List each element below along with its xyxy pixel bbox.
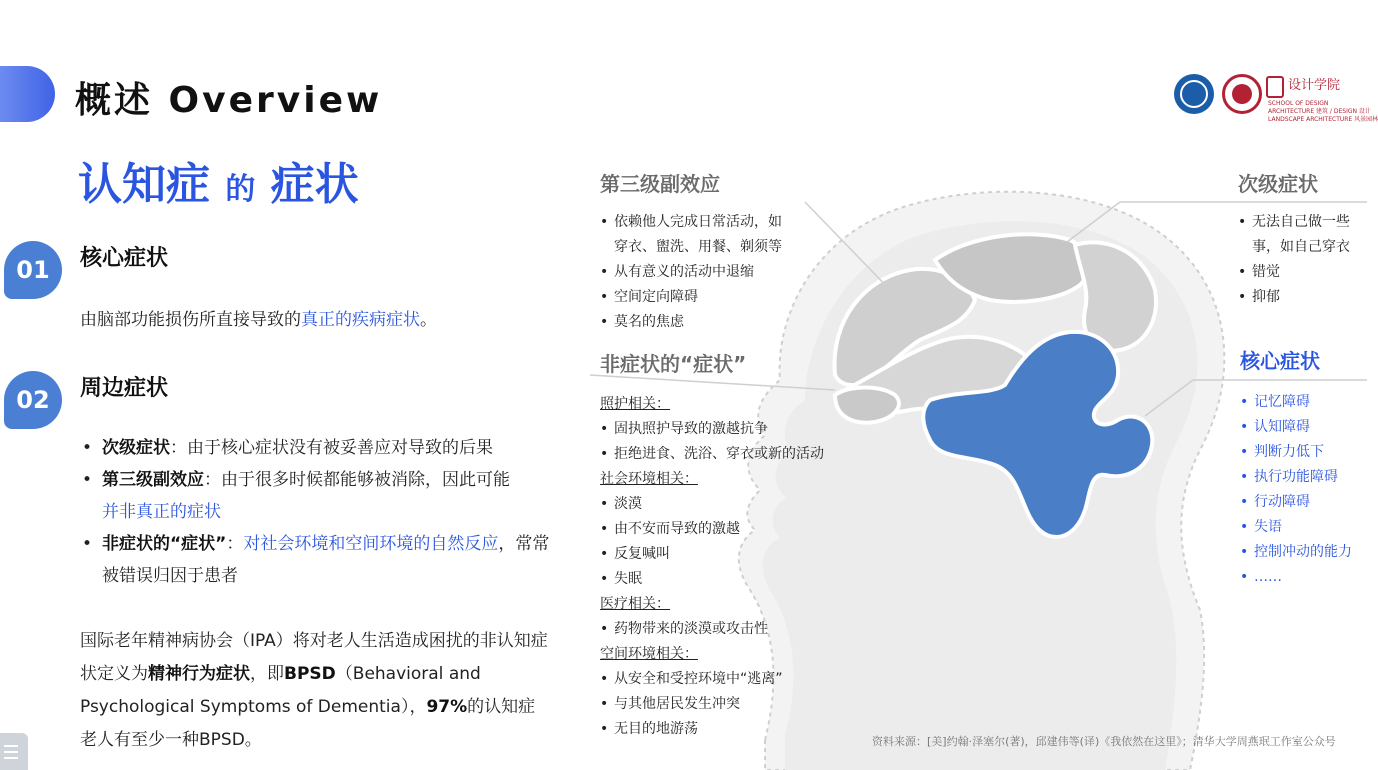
category-label: 照护相关：	[600, 396, 670, 412]
tertiary-effects-list	[600, 210, 782, 335]
list-item: • 认知障碍	[1240, 415, 1352, 440]
list-item: • 执行功能障碍	[1240, 465, 1352, 490]
list-item: • 控制冲动的能力	[1240, 540, 1352, 565]
list-item: • 无目的地游荡	[600, 717, 824, 742]
list-item: • 莫名的焦虑	[600, 310, 782, 335]
list-item: • 次级症状：由于核心症状没有被妥善应对导致的后果	[80, 432, 555, 464]
section-heading-core: 核心症状	[80, 246, 169, 271]
section-number-badge: 02	[4, 371, 62, 429]
list-item: 穿衣、盥洗、用餐、剃须等	[614, 239, 782, 255]
source-citation: 资料来源：[美]约翰·泽塞尔(著)，邱建伟等(译)《我依然在这里》；清华大学周燕珉工作室公众号	[872, 735, 1336, 748]
list-item: 事，如自己穿衣	[1252, 239, 1350, 255]
slide-title: 认知症 的 症状	[78, 159, 359, 210]
list-item: • 药物带来的淡漠或攻击性	[600, 617, 824, 642]
list-item: • 从安全和受控环境中“逃离”	[600, 667, 824, 692]
panel-title-nonsymptom: 非症状的“症状”	[600, 352, 747, 376]
list-item: • 判断力低下	[1240, 440, 1352, 465]
list-item: • 记忆障碍	[1240, 390, 1352, 415]
category-label: 空间环境相关：	[600, 646, 698, 662]
secondary-symptoms-list	[1238, 210, 1350, 310]
panel-title-core: 核心症状	[1240, 349, 1320, 373]
section-heading-peripheral: 周边症状	[80, 376, 169, 401]
list-item: • 与其他居民发生冲突	[600, 692, 824, 717]
menu-icon[interactable]	[0, 733, 28, 770]
list-item: • 拒绝进食、洗浴、穿衣或新的活动	[600, 442, 824, 467]
category-label: 社会环境相关：	[600, 471, 698, 487]
list-item: • 第三级副效应：由于很多时候都能够被消除，因此可能 并非真正的症状	[80, 464, 555, 528]
ipa-paragraph: 国际老年精神病协会（IPA）将对老人生活造成困扰的非认知症状定义为精神行为症状，即BPSD（Behavioral and Psychological Symptoms of Dementia），97%的认知症老人有至少一种BPSD。	[80, 631, 548, 750]
peripheral-symptom-list	[80, 432, 555, 592]
list-item: • 错觉	[1238, 260, 1350, 285]
school-logo-text: 设计学院	[1288, 78, 1341, 93]
list-item: • 抑郁	[1238, 285, 1350, 310]
list-item: • 依赖他人完成日常活动，如	[600, 210, 782, 235]
category-label: 医疗相关：	[600, 596, 670, 612]
core-symptoms-list	[1240, 390, 1352, 590]
list-item: • 反复喊叫	[600, 542, 824, 567]
non-symptom-list	[600, 392, 824, 742]
list-item: • 非症状的“症状”：对社会环境和空间环境的自然反应，常常被错误归因于患者	[80, 528, 555, 592]
page-title: 概述 Overview	[75, 80, 383, 121]
list-item: • 淡漠	[600, 492, 824, 517]
core-description: 由脑部功能损伤所直接导致的真正的疾病症状。	[80, 310, 437, 330]
list-item: • 空间定向障碍	[600, 285, 782, 310]
header-accent-tab	[0, 66, 55, 122]
list-item: • 由不安而导致的激越	[600, 517, 824, 542]
list-item: • ……	[1240, 565, 1352, 590]
university-logos	[1172, 72, 1378, 123]
panel-title-tertiary: 第三级副效应	[600, 172, 720, 196]
brain-small-lobe	[835, 388, 899, 423]
list-item: • 行动障碍	[1240, 490, 1352, 515]
school-mark-icon	[1266, 76, 1284, 98]
list-item: • 失眠	[600, 567, 824, 592]
university-emblem-icon	[1174, 74, 1214, 114]
university-seal-icon	[1222, 74, 1262, 114]
list-item: • 失语	[1240, 515, 1352, 540]
list-item: • 从有意义的活动中退缩	[600, 260, 782, 285]
list-item: • 无法自己做一些	[1238, 210, 1350, 235]
section-number-badge: 01	[4, 241, 62, 299]
list-item: • 固执照护导致的激越抗争	[600, 417, 824, 442]
school-logo-subtext: SCHOOL OF DESIGN ARCHITECTURE 建筑 / DESIGN 设计 LANDSCAPE ARCHITECTURE 风景园林	[1268, 100, 1378, 123]
panel-title-secondary: 次级症状	[1238, 172, 1318, 196]
